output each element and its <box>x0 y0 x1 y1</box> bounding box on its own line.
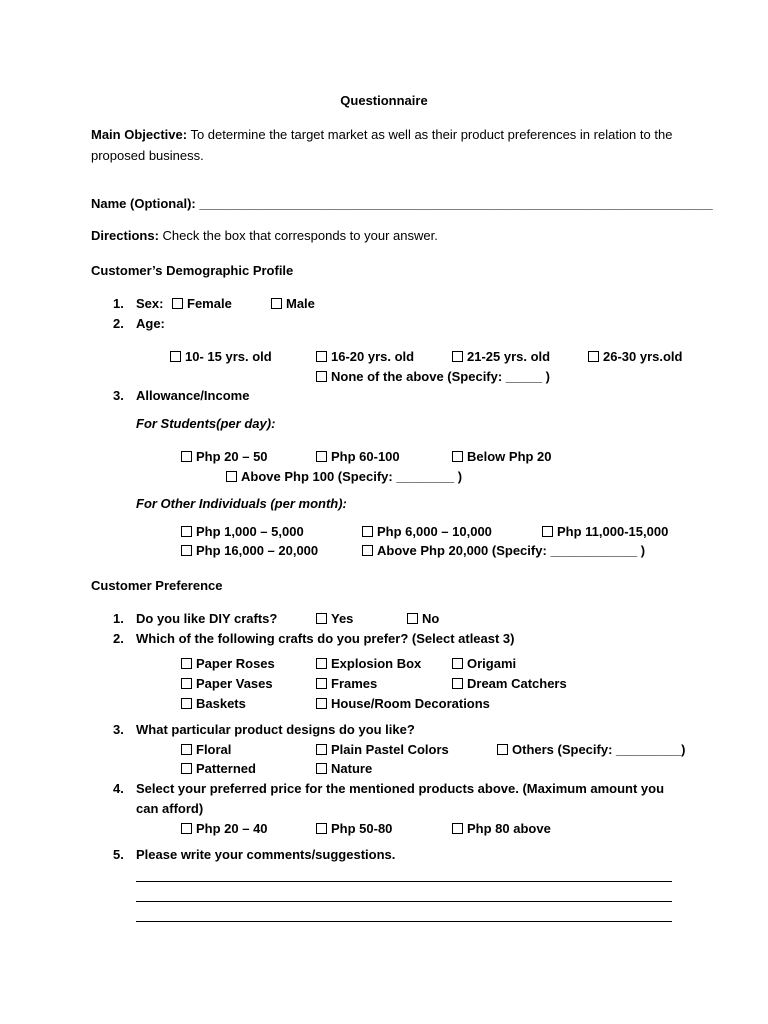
checkbox[interactable] <box>181 763 192 774</box>
checkbox[interactable] <box>226 471 237 482</box>
question-label: Please write your comments/suggestions. <box>136 847 396 862</box>
page-title: Questionnaire <box>340 93 428 108</box>
option-yes[interactable]: Yes <box>316 611 353 627</box>
checkbox[interactable] <box>316 613 327 624</box>
option-others-specify[interactable]: Others (Specify: _________) <box>497 742 685 758</box>
main-objective <box>91 124 681 166</box>
checkbox[interactable] <box>181 526 192 537</box>
option-students-below-20[interactable]: Below Php 20 <box>452 449 552 465</box>
question-label: Sex: <box>136 296 164 311</box>
checkbox[interactable] <box>271 298 282 309</box>
option-age-26-30[interactable]: 26-30 yrs.old <box>588 349 683 365</box>
option-house-room-decorations[interactable]: House/Room Decorations <box>316 696 490 712</box>
option-frames[interactable]: Frames <box>316 676 377 692</box>
option-paper-roses[interactable]: Paper Roses <box>181 656 275 672</box>
q-number: 2. <box>113 316 124 331</box>
q-number: 5. <box>113 847 124 862</box>
checkbox[interactable] <box>452 823 463 834</box>
option-no[interactable]: No <box>407 611 439 627</box>
option-others-11000-15000[interactable]: Php 11,000-15,000 <box>542 524 668 540</box>
demographic-heading: Customer’s Demographic Profile <box>91 263 294 278</box>
checkbox[interactable] <box>362 526 373 537</box>
checkbox[interactable] <box>316 351 327 362</box>
q-number: 2. <box>113 631 124 646</box>
comment-line[interactable] <box>136 881 672 882</box>
question-label: Allowance/Income <box>136 388 250 403</box>
checkbox[interactable] <box>452 351 463 362</box>
q-number: 1. <box>113 296 124 311</box>
checkbox[interactable] <box>588 351 599 362</box>
others-label: For Other Individuals (per month): <box>136 496 347 511</box>
preference-heading: Customer Preference <box>91 578 223 593</box>
option-others-1000-5000[interactable]: Php 1,000 – 5,000 <box>181 524 304 540</box>
name-field[interactable] <box>91 196 713 212</box>
question-label: Do you like DIY crafts? <box>136 611 278 626</box>
q-number: 1. <box>113 611 124 626</box>
option-female[interactable]: Female <box>172 296 232 312</box>
option-patterned[interactable]: Patterned <box>181 761 256 777</box>
checkbox[interactable] <box>452 678 463 689</box>
checkbox[interactable] <box>181 451 192 462</box>
directions-label: Directions: <box>91 228 159 243</box>
checkbox[interactable] <box>316 371 327 382</box>
option-age-10-15[interactable]: 10- 15 yrs. old <box>170 349 272 365</box>
directions <box>91 228 438 244</box>
checkbox[interactable] <box>181 823 192 834</box>
name-label: Name (Optional): <box>91 196 196 211</box>
name-blank[interactable]: _______________________________________________________________________ <box>199 196 713 211</box>
checkbox[interactable] <box>316 744 327 755</box>
option-dream-catchers[interactable]: Dream Catchers <box>452 676 567 692</box>
option-male[interactable]: Male <box>271 296 315 312</box>
checkbox[interactable] <box>170 351 181 362</box>
objective-label: Main Objective: <box>91 127 188 142</box>
checkbox[interactable] <box>181 545 192 556</box>
option-price-80-above[interactable]: Php 80 above <box>452 821 551 837</box>
checkbox[interactable] <box>407 613 418 624</box>
option-paper-vases[interactable]: Paper Vases <box>181 676 273 692</box>
option-explosion-box[interactable]: Explosion Box <box>316 656 421 672</box>
checkbox[interactable] <box>452 451 463 462</box>
comment-line[interactable] <box>136 921 672 922</box>
question-label: What particular product designs do you like? <box>136 722 415 737</box>
checkbox[interactable] <box>362 545 373 556</box>
option-plain-pastel-colors[interactable]: Plain Pastel Colors <box>316 742 449 758</box>
option-price-50-80[interactable]: Php 50-80 <box>316 821 392 837</box>
option-students-20-50[interactable]: Php 20 – 50 <box>181 449 268 465</box>
option-price-20-40[interactable]: Php 20 – 40 <box>181 821 268 837</box>
checkbox[interactable] <box>316 763 327 774</box>
checkbox[interactable] <box>316 658 327 669</box>
option-nature[interactable]: Nature <box>316 761 372 777</box>
checkbox[interactable] <box>316 698 327 709</box>
checkbox[interactable] <box>181 698 192 709</box>
checkbox[interactable] <box>181 658 192 669</box>
q-number: 3. <box>113 388 124 403</box>
option-students-above-100[interactable]: Above Php 100 (Specify: ________ ) <box>226 469 462 485</box>
option-age-none[interactable]: None of the above (Specify: _____ ) <box>316 369 550 385</box>
checkbox[interactable] <box>497 744 508 755</box>
checkbox[interactable] <box>172 298 183 309</box>
option-students-60-100[interactable]: Php 60-100 <box>316 449 400 465</box>
checkbox[interactable] <box>316 451 327 462</box>
checkbox[interactable] <box>181 678 192 689</box>
question-label: Select your preferred price for the mentioned products above. (Maximum amount you can afford) <box>136 781 665 816</box>
question-label: Age: <box>136 316 165 331</box>
option-age-21-25[interactable]: 21-25 yrs. old <box>452 349 550 365</box>
option-others-6000-10000[interactable]: Php 6,000 – 10,000 <box>362 524 492 540</box>
option-baskets[interactable]: Baskets <box>181 696 246 712</box>
option-others-above-20000[interactable]: Above Php 20,000 (Specify: ____________ ) <box>362 543 645 559</box>
checkbox[interactable] <box>452 658 463 669</box>
checkbox[interactable] <box>542 526 553 537</box>
checkbox[interactable] <box>316 823 327 834</box>
checkbox[interactable] <box>181 744 192 755</box>
option-origami[interactable]: Origami <box>452 656 516 672</box>
q-number: 3. <box>113 722 124 737</box>
option-others-16000-20000[interactable]: Php 16,000 – 20,000 <box>181 543 318 559</box>
objective-text: To determine the target market as well as their product preferences in relation to the proposed business. <box>91 127 673 163</box>
checkbox[interactable] <box>316 678 327 689</box>
students-label: For Students(per day): <box>136 416 276 431</box>
question-label: Which of the following crafts do you prefer? (Select atleast 3) <box>136 631 515 646</box>
directions-text: Check the box that corresponds to your answer. <box>158 228 438 243</box>
q-number: 4. <box>113 781 124 796</box>
option-age-16-20[interactable]: 16-20 yrs. old <box>316 349 414 365</box>
comment-line[interactable] <box>136 901 672 902</box>
option-floral[interactable]: Floral <box>181 742 231 758</box>
